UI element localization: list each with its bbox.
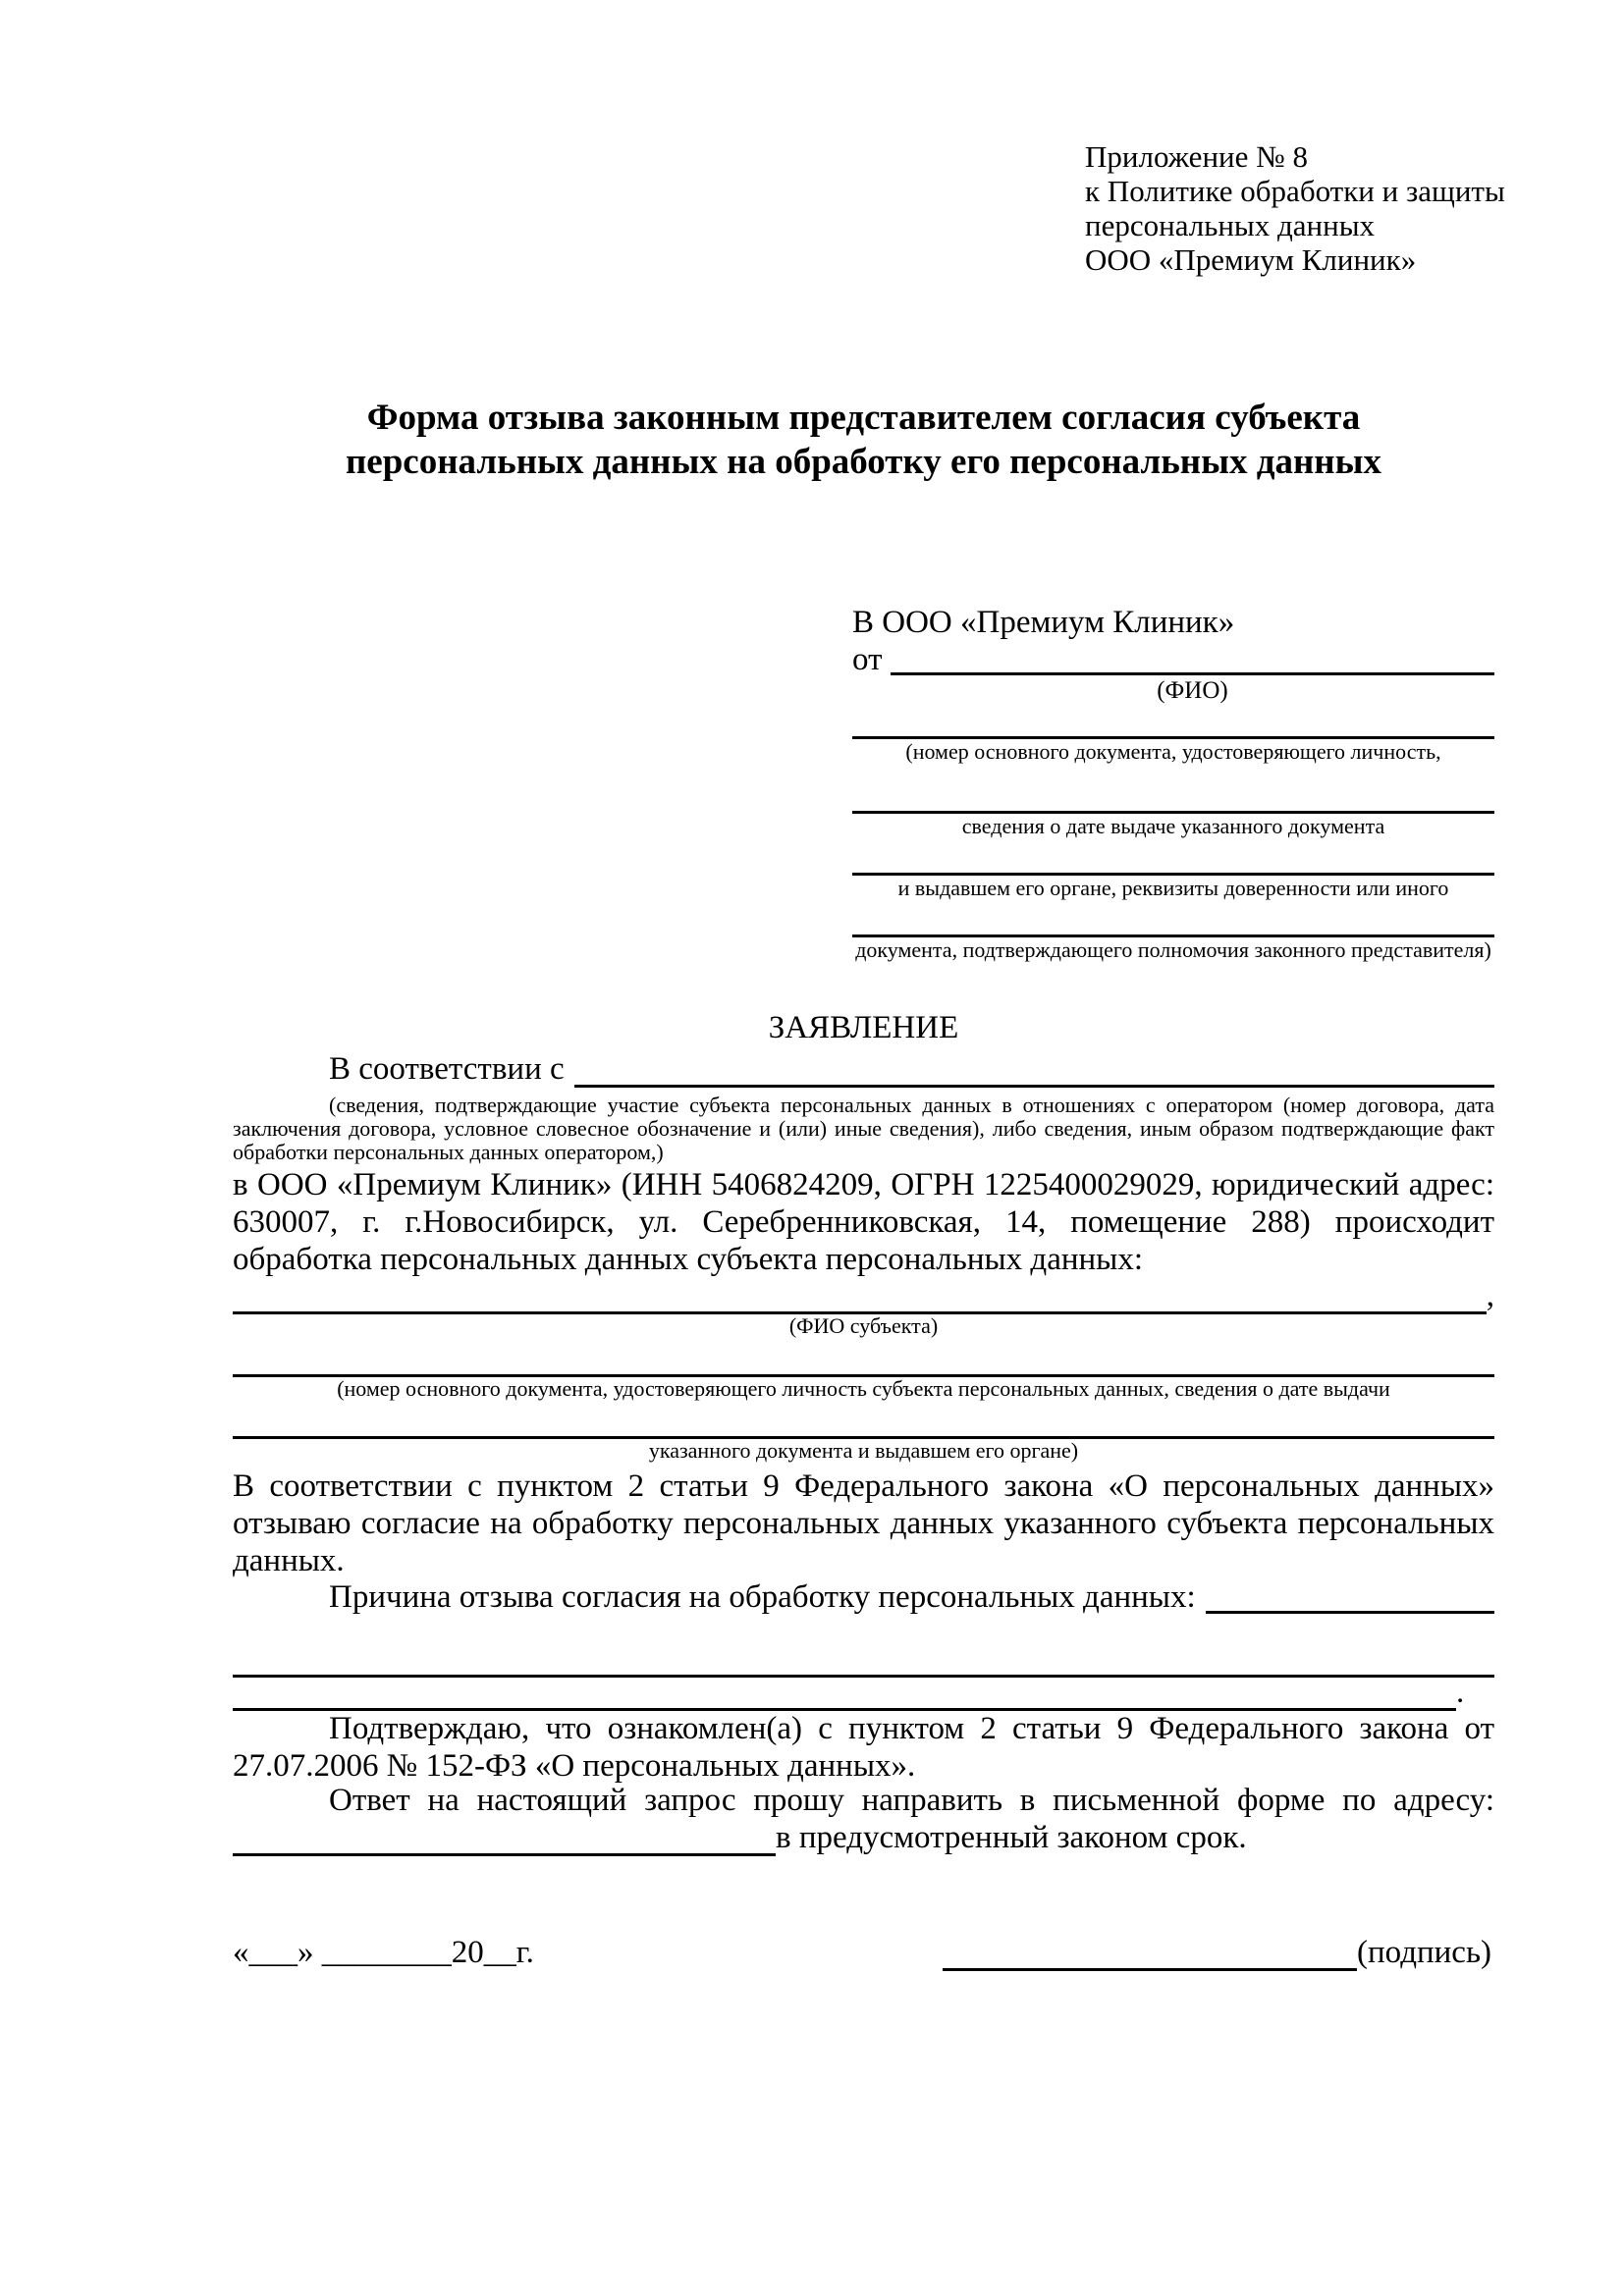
- statement-heading: ЗАЯВЛЕНИЕ: [768, 1010, 959, 1045]
- appendix-note: [1085, 139, 1505, 277]
- subject-document-caption-line1: (номер основного документа, удостоверяющего личность субъекта персональных данных, сведения о дате выдачи: [337, 1376, 1390, 1401]
- document-title: [233, 396, 1494, 484]
- reply-tail: в предусмотренный законом срок.: [776, 1820, 1247, 1855]
- subject-fio-caption: (ФИО субъекта): [788, 1313, 939, 1338]
- reason-label: Причина отзыва согласия на обработку персональных данных:: [329, 1579, 1196, 1615]
- reply-line: Ответ на настоящий запрос прошу направить в письменной форме по адресу:: [329, 1783, 1494, 1818]
- date-line: «___» ________20__г.: [233, 1935, 534, 1970]
- from-row: [852, 641, 1494, 678]
- signature-row: [943, 1934, 1491, 1971]
- reply-address-row: [233, 1819, 1494, 1856]
- document-title-line1: Форма отзыва законным представителем согласия субъекта: [366, 398, 1361, 438]
- withdrawal-paragraph: В соответствии с пунктом 2 статьи 9 Федерального закона «О персональных данных» отзываю согласие на обработку персональных данных указанного субъекта персональных данных.: [233, 1468, 1494, 1578]
- representative-name-field-line: [891, 641, 1495, 675]
- subject-fio-row: [233, 1278, 1494, 1314]
- document-title-line2: персональных данных на обработку его персональных данных: [345, 442, 1381, 482]
- basis-field-line: [574, 1050, 1494, 1088]
- signature-field-line: [943, 1968, 1357, 1971]
- fio-caption: (ФИО): [1157, 677, 1228, 704]
- appendix-note-line: ООО «Премиум Клиник»: [1085, 242, 1417, 277]
- confirm-paragraph: Подтверждаю, что ознакомлен(а) с пунктом 2 статьи 9 Федерального закона от 27.07.2006 № 152-ФЗ «О персональных данных».: [233, 1711, 1494, 1784]
- subject-document-caption-line2: указанного документа и выдавшем его органе): [648, 1438, 1079, 1463]
- field-caption: сведения о дате выдаче указанного документа: [961, 814, 1385, 838]
- intro-row: [233, 1050, 1494, 1088]
- reason-continuation-row2: [233, 1675, 1494, 1711]
- appendix-note-line: персональных данных: [1085, 208, 1376, 242]
- signature-caption: (подпись): [1357, 1935, 1491, 1970]
- from-label: от: [852, 642, 883, 677]
- addressee-org: В ООО «Премиум Клиник»: [852, 605, 1235, 640]
- intro-caption: (сведения, подтверждающие участие субъекта персональных данных в отношениях с оператором (номер договора, дата заключения договора, условное словесное обозначение и (или) иные сведения), либо сведения, иным образом подтверждающие факт обработки персональных данных оператором,): [233, 1093, 1494, 1164]
- subject-fio-comma: ,: [1486, 1278, 1494, 1313]
- field-caption: (номер основного документа, удостоверяющего личность,: [905, 739, 1441, 764]
- appendix-note-line: к Политике обработки и защиты: [1085, 174, 1505, 208]
- intro-label: В соответствии с: [329, 1051, 565, 1087]
- appendix-note-line: Приложение № 8: [1085, 139, 1308, 174]
- reason-field-line: [1206, 1578, 1494, 1614]
- reason-period: .: [1456, 1675, 1465, 1710]
- operator-paragraph: в ООО «Премиум Клиник» (ИНН 5406824209, ОГРН 1225400029029, юридический адрес: 630007, г. г.Новосибирск, ул. Серебренниковская, 14, помещение 288) происходит обработка персональных данных субъекта персональных данных:: [233, 1167, 1494, 1277]
- reason-row: [233, 1578, 1494, 1616]
- field-caption: и выдавшем его органе, реквизиты доверенности или иного: [897, 876, 1449, 900]
- reply-address-field-line: [233, 1853, 776, 1856]
- reason-continuation-line1: [233, 1675, 1494, 1678]
- field-caption: документа, подтверждающего полномочия законного представителя): [855, 937, 1491, 962]
